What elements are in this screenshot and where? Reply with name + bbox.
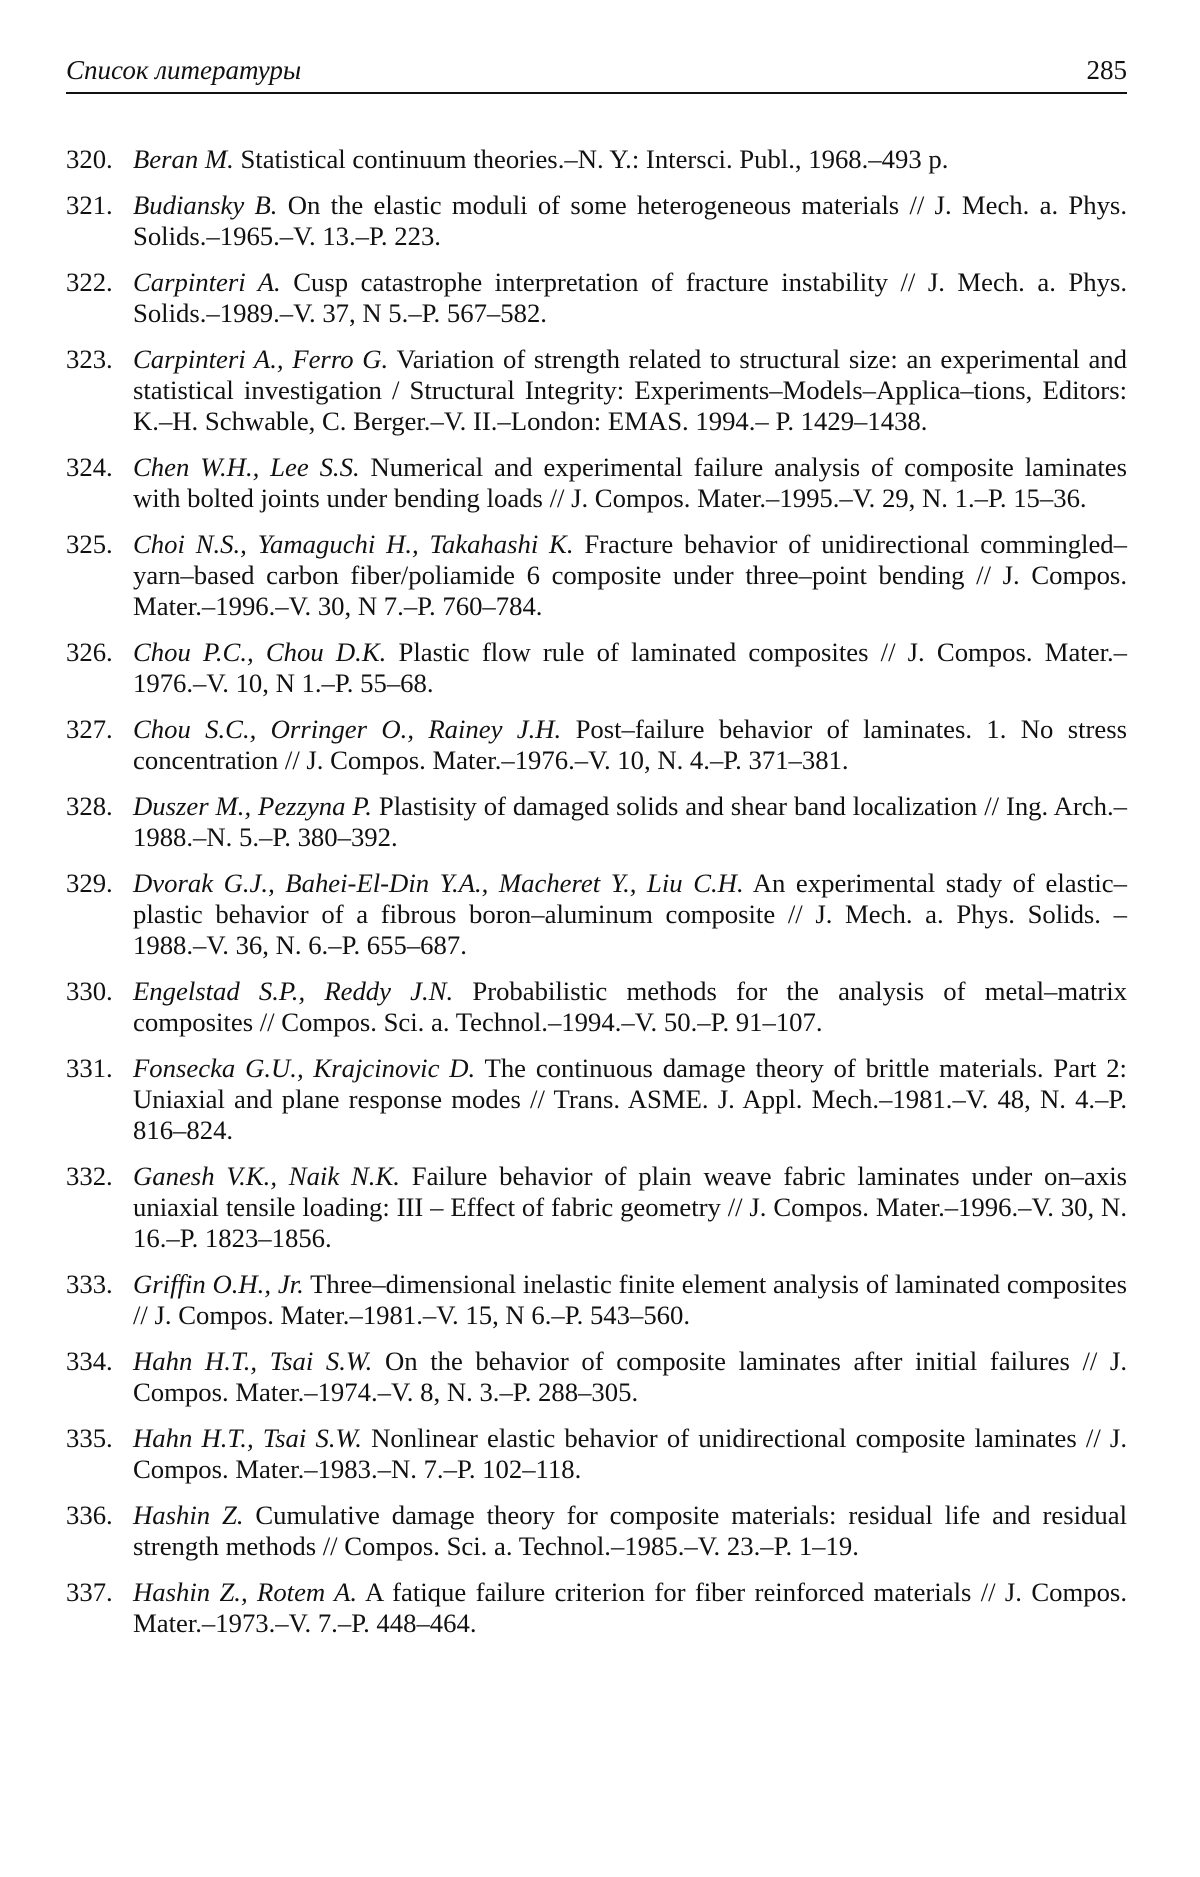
reference-item: [66, 637, 1127, 699]
reference-number: 320.: [66, 144, 113, 174]
reference-text: Plastisity of damaged solids and shear band localization // Ing. Arch.–1988.–N. 5.–P. 380–392.: [133, 791, 1128, 852]
reference-text: Plastic flow rule of laminated composites // J. Compos. Mater.–1976.–V. 10, N 1.–P. 55–68.: [133, 637, 1127, 698]
reference-item: [66, 1577, 1127, 1639]
reference-number: 323.: [66, 344, 113, 374]
reference-number: 326.: [66, 637, 113, 667]
reference-authors: Budiansky B.: [133, 190, 278, 220]
reference-authors: Chen W.H., Lee S.S.: [133, 452, 360, 482]
reference-text: Nonlinear elastic behavior of unidirectional composite laminates // J. Compos. Mater.–1983.–N. 7.–P. 102–118.: [133, 1423, 1127, 1484]
reference-number: 335.: [66, 1423, 113, 1453]
reference-number: 336.: [66, 1500, 113, 1530]
reference-authors: Carpinteri A., Ferro G.: [133, 344, 389, 374]
reference-number: 332.: [66, 1161, 113, 1191]
reference-number: 337.: [66, 1577, 113, 1607]
reference-number: 328.: [66, 791, 113, 821]
reference-text: Post–failure behavior of laminates. 1. No stress concentration // J. Compos. Mater.–1976.–V. 10, N. 4.–P. 371–381.: [133, 714, 1128, 775]
reference-item: [66, 452, 1127, 514]
reference-text: Variation of strength related to structural size: an experimental and statistical investigation / Structural Integrity: Experiments–Models–Applica–tions, Editors: K.–H. Schwable, C. Berger.–V. II.–London: EMAS. 1994.– P. 1429–1438.: [133, 344, 1127, 436]
reference-authors: Chou S.C., Orringer O., Rainey J.H.: [133, 714, 562, 744]
reference-authors: Beran M.: [133, 144, 234, 174]
page-number: 285: [1086, 55, 1127, 85]
reference-text: Statistical continuum theories.–N. Y.: Intersci. Publ., 1968.–493 p.: [240, 144, 949, 174]
reference-authors: Chou P.C., Chou D.K.: [133, 637, 387, 667]
reference-text: An experimental stady of elastic–plastic behavior of a fibrous boron–aluminum composite // J. Mech. a. Phys. Solids. – 1988.–V. 36, N. 6.–P. 655–687.: [133, 868, 1127, 960]
reference-text: On the behavior of composite laminates after initial failures // J. Compos. Mater.–1974.–V. 8, N. 3.–P. 288–305.: [133, 1346, 1127, 1407]
reference-item: [66, 1161, 1127, 1254]
reference-authors: Hashin Z., Rotem A.: [133, 1577, 358, 1607]
reference-authors: Ganesh V.K., Naik N.K.: [133, 1161, 400, 1191]
reference-item: [66, 791, 1127, 853]
reference-number: 330.: [66, 976, 113, 1006]
reference-text: Cumulative damage theory for composite materials: residual life and residual strength methods // Compos. Sci. a. Technol.–1985.–V. 23.–P. 1–19.: [133, 1500, 1128, 1561]
reference-item: [66, 190, 1127, 252]
reference-authors: Hahn H.T., Tsai S.W.: [133, 1423, 362, 1453]
reference-number: 327.: [66, 714, 113, 744]
reference-text: Three–dimensional inelastic finite element analysis of laminated composites // J. Compos. Mater.–1981.–V. 15, N 6.–P. 543–560.: [133, 1269, 1127, 1330]
reference-number: 333.: [66, 1269, 113, 1299]
reference-number: 324.: [66, 452, 113, 482]
reference-item: [66, 976, 1127, 1038]
reference-item: [66, 714, 1127, 776]
reference-text: Cusp catastrophe interpretation of fracture instability // J. Mech. a. Phys. Solids.–1989.–V. 37, N 5.–P. 567–582.: [133, 267, 1128, 328]
reference-number: 334.: [66, 1346, 113, 1376]
reference-authors: Choi N.S., Yamaguchi H., Takahashi K.: [133, 529, 574, 559]
reference-item: [66, 529, 1127, 622]
reference-item: [66, 267, 1127, 329]
reference-item: [66, 1053, 1127, 1146]
reference-text: The continuous damage theory of brittle materials. Part 2: Uniaxial and plane response modes // Trans. ASME. J. Appl. Mech.–1981.–V. 48, N. 4.–P. 816–824.: [133, 1053, 1127, 1145]
reference-item: [66, 868, 1127, 961]
reference-text: Numerical and experimental failure analysis of composite laminates with bolted joints under bending loads // J. Compos. Mater.–1995.–V. 29, N. 1.–P. 15–36.: [133, 452, 1127, 513]
reference-item: [66, 344, 1127, 437]
reference-item: [66, 1269, 1127, 1331]
reference-authors: Fonsecka G.U., Krajcinovic D.: [133, 1053, 476, 1083]
reference-text: Fracture behavior of unidirectional commingled–yarn–based carbon fiber/poliamide 6 composite under three–point bending // J. Compos. Mater.–1996.–V. 30, N 7.–P. 760–784.: [133, 529, 1127, 621]
reference-authors: Hahn H.T., Tsai S.W.: [133, 1346, 373, 1376]
reference-item: [66, 1423, 1127, 1485]
reference-text: On the elastic moduli of some heterogeneous materials // J. Mech. a. Phys. Solids.–1965.–V. 13.–P. 223.: [133, 190, 1127, 251]
reference-authors: Carpinteri A.: [133, 267, 281, 297]
reference-number: 331.: [66, 1053, 113, 1083]
reference-list: [66, 144, 1127, 1654]
reference-authors: Duszer M., Pezzyna P.: [133, 791, 372, 821]
running-title: Список литературы: [66, 55, 302, 85]
reference-item: [66, 1500, 1127, 1562]
reference-text: A fatique failure criterion for fiber reinforced materials // J. Compos. Mater.–1973.–V. 7.–P. 448–464.: [133, 1577, 1127, 1638]
reference-authors: Hashin Z.: [133, 1500, 244, 1530]
reference-item: [66, 144, 1127, 175]
reference-authors: Griffin O.H., Jr.: [133, 1269, 304, 1299]
reference-text: Failure behavior of plain weave fabric laminates under on–axis uniaxial tensile loading: III – Effect of fabric geometry // J. Compos. Mater.–1996.–V. 30, N. 16.–P. 1823–1856.: [133, 1161, 1128, 1253]
reference-authors: Dvorak G.J., Bahei-El-Din Y.A., Macheret Y., Liu C.H.: [133, 868, 744, 898]
reference-number: 325.: [66, 529, 113, 559]
reference-number: 329.: [66, 868, 113, 898]
reference-text: Probabilistic methods for the analysis of metal–matrix composites // Compos. Sci. a. Technol.–1994.–V. 50.–P. 91–107.: [133, 976, 1127, 1037]
reference-authors: Engelstad S.P., Reddy J.N.: [133, 976, 454, 1006]
reference-number: 322.: [66, 267, 113, 297]
reference-item: [66, 1346, 1127, 1408]
running-head: [66, 48, 1127, 94]
reference-number: 321.: [66, 190, 113, 220]
